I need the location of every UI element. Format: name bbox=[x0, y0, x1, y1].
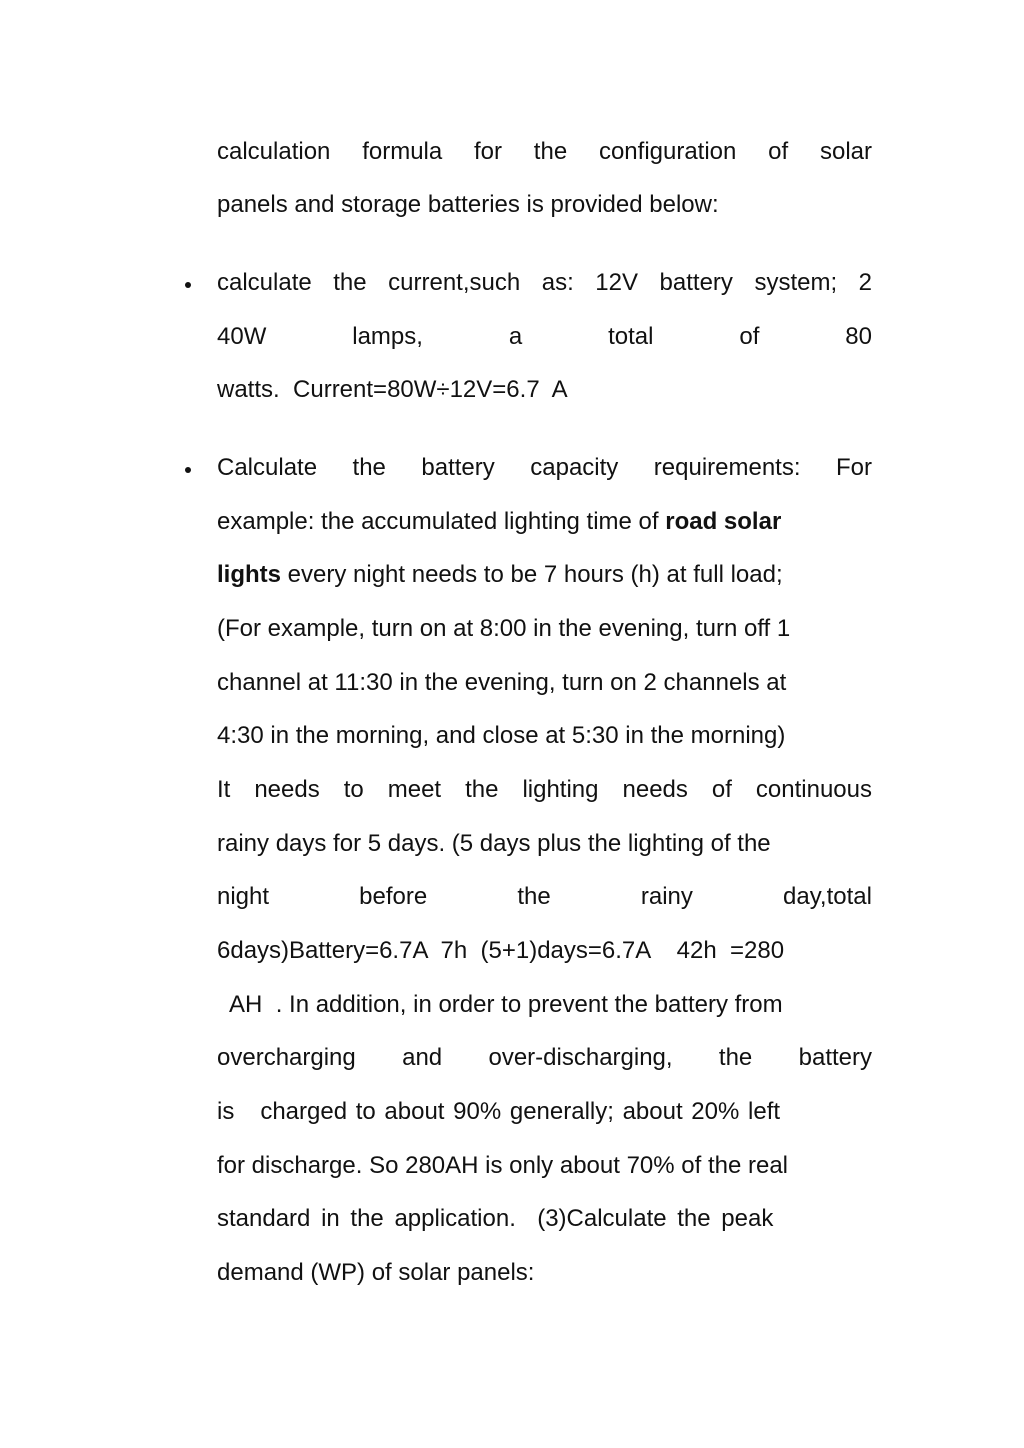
item2-line-11: AH . In addition, in order to prevent the battery from bbox=[217, 991, 783, 1018]
item1-word: of bbox=[739, 323, 760, 350]
item1-line-2 bbox=[217, 320, 872, 354]
item2-line-12: overcharging and over-discharging, the battery bbox=[217, 1044, 872, 1071]
intro-line-2: panels and storage batteries is provided below: bbox=[217, 191, 719, 218]
item2-line-9 bbox=[217, 880, 872, 914]
item2-line-15: standard in the application. (3)Calculate the peak bbox=[217, 1205, 774, 1232]
item2-line-14: for discharge. So 280AH is only about 70% of the real bbox=[217, 1152, 789, 1179]
item2-word: night bbox=[217, 883, 270, 910]
item2-line-1: Calculate the battery capacity requirements: For bbox=[217, 454, 872, 481]
item1-word: lamps, bbox=[352, 323, 423, 350]
item1-line-1: calculate the current,such as: 12V battery system; 2 bbox=[217, 269, 872, 296]
bullet-icon bbox=[184, 467, 194, 477]
item2-line-2-text: example: the accumulated lighting time of bbox=[217, 508, 666, 535]
item2-line-4: (For example, turn on at 8:00 in the evening, turn off 1 bbox=[217, 615, 791, 642]
item2-line-3 bbox=[217, 558, 872, 592]
item1-word: a bbox=[508, 323, 523, 350]
item2-line-7: It needs to meet the lighting needs of continuous bbox=[217, 776, 872, 803]
road-solar-lights-bold-text: lights bbox=[217, 561, 281, 588]
item2-line-2 bbox=[217, 505, 872, 539]
item2-line-6: 4:30 in the morning, and close at 5:30 in the morning) bbox=[217, 722, 786, 749]
intro-line-1: calculation formula for the configuration of solar bbox=[217, 138, 872, 165]
item2-line-10: 6days)Battery=6.7A 7h (5+1)days=6.7A 42h =280 bbox=[217, 937, 785, 964]
item2-line-5: channel at 11:30 in the evening, turn on 2 channels at bbox=[217, 669, 787, 696]
item2-word: rainy bbox=[640, 883, 693, 910]
item1-word: 40W bbox=[217, 323, 267, 350]
item2-line-16: demand (WP) of solar panels: bbox=[217, 1259, 535, 1286]
item2-word: day,total bbox=[783, 883, 872, 910]
item1-line-3: watts. Current=80W÷12V=6.7 A bbox=[217, 376, 568, 403]
item2-line-13: is charged to about 90% generally; about 20% left bbox=[217, 1098, 781, 1125]
item2-word: the bbox=[517, 883, 551, 910]
item2-line-3-text: every night needs to be 7 hours (h) at full load; bbox=[281, 561, 783, 588]
item1-word: 80 bbox=[845, 323, 872, 350]
item2-line-8: rainy days for 5 days. (5 days plus the lighting of the bbox=[217, 830, 771, 857]
road-solar-lights-bold-text: road solar bbox=[665, 508, 782, 535]
bullet-icon bbox=[184, 282, 194, 292]
item1-word: total bbox=[608, 323, 654, 350]
item2-word: before bbox=[359, 883, 428, 910]
